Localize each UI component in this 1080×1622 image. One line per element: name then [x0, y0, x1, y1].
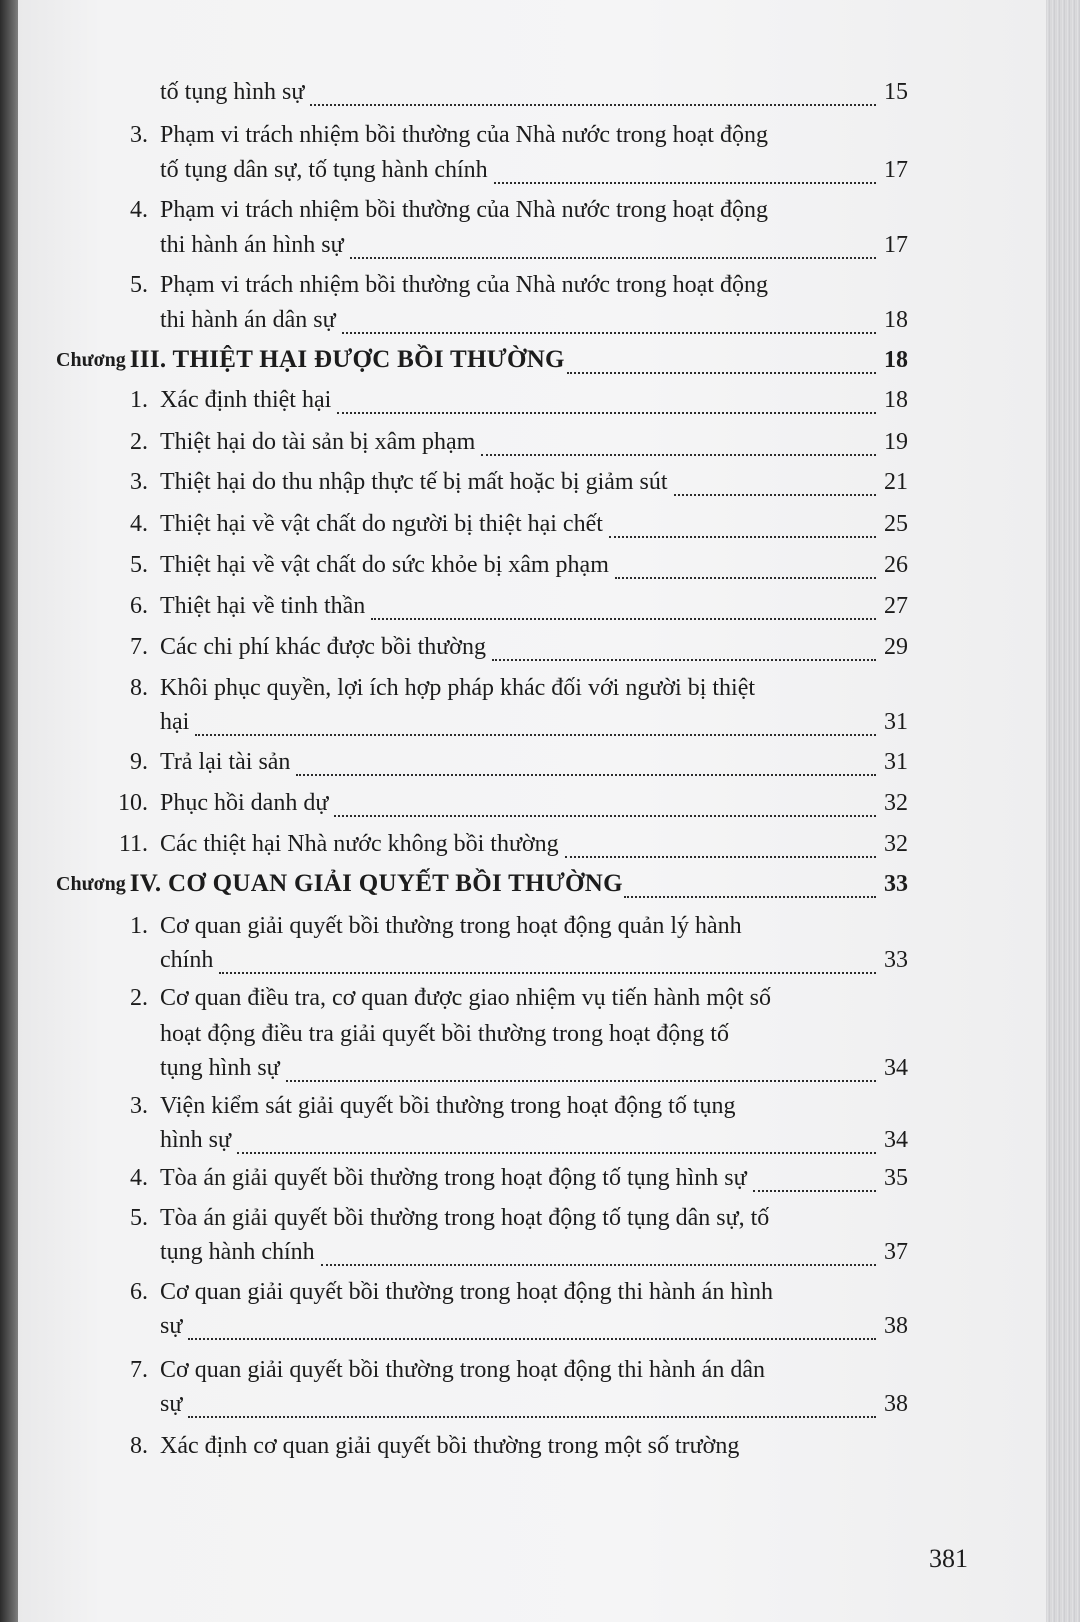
toc-entry-text: Phạm vi trách nhiệm bồi thường của Nhà nước trong hoạt động	[160, 272, 768, 298]
toc-entry-text: hoạt động điều tra giải quyết bồi thường trong hoạt động tố	[160, 1021, 729, 1047]
toc-entry-text: Thiệt hại do thu nhập thực tế bị mất hoặc bị giảm sút	[160, 469, 668, 495]
toc-entry-text: Trả lại tài sản	[160, 749, 291, 775]
book-page	[18, 0, 1046, 1622]
toc-entry-line	[18, 115, 1046, 155]
toc-entry-line	[18, 783, 1046, 823]
toc-entry-text: Xác định thiệt hại	[160, 387, 332, 413]
page-stack-edge	[1046, 0, 1080, 1622]
toc-entry-line	[18, 545, 1046, 585]
toc-entry-number: 6.	[130, 593, 148, 619]
toc-entry-number: 7.	[130, 634, 148, 660]
dot-leader	[481, 452, 876, 456]
toc-entry-text: Cơ quan giải quyết bồi thường trong hoạt động quản lý hành	[160, 913, 742, 939]
toc-entry-line	[18, 225, 1046, 265]
toc-page-ref: 29	[884, 634, 908, 660]
dot-leader	[337, 410, 876, 414]
toc-entry-text: tố tụng dân sự, tố tụng hành chính	[160, 157, 488, 183]
toc-chapter-heading	[18, 864, 1046, 904]
toc-page-ref: 31	[884, 709, 908, 735]
toc-entry-number: 3.	[130, 469, 148, 495]
dot-leader	[286, 1078, 876, 1082]
toc-entry-text: hại	[160, 709, 190, 735]
dot-leader	[674, 492, 876, 496]
toc-page-ref: 37	[884, 1239, 908, 1265]
dot-leader	[296, 772, 876, 776]
dot-leader	[188, 1336, 876, 1340]
toc-entry-text: thi hành án dân sự	[160, 307, 336, 333]
toc-entry-number: 5.	[130, 1205, 148, 1231]
dot-leader	[342, 330, 876, 334]
toc-entry-number: 2.	[130, 985, 148, 1011]
dot-leader	[219, 970, 876, 974]
toc-entry-number: 10.	[118, 790, 148, 816]
toc-entry-number: 7.	[130, 1357, 148, 1383]
chapter-title: IV. CƠ QUAN GIẢI QUYẾT BỒI THƯỜNG	[129, 870, 623, 897]
chapter-prefix: Chương	[56, 873, 126, 895]
toc-entry-line	[18, 1158, 1046, 1198]
dot-leader	[195, 732, 876, 736]
toc-page-ref: 17	[884, 232, 908, 258]
toc-page-ref: 31	[884, 749, 908, 775]
toc-entry-text: Thiệt hại về vật chất do người bị thiệt hại chết	[160, 511, 603, 537]
toc-entry-line	[18, 462, 1046, 502]
toc-page-ref: 34	[884, 1055, 908, 1081]
toc-page-ref: 18	[884, 307, 908, 333]
toc-entry-text: tụng hành chính	[160, 1239, 315, 1265]
dot-leader	[334, 813, 876, 817]
toc-entry-text: Thiệt hại về vật chất do sức khỏe bị xâm phạm	[160, 552, 609, 578]
toc-page-ref: 17	[884, 157, 908, 183]
dot-leader	[624, 894, 876, 898]
toc-entry-text: sự	[160, 1313, 183, 1339]
toc-entry-text: tố tụng hình sự	[160, 79, 305, 105]
toc-entry-line	[18, 422, 1046, 462]
dot-leader	[565, 854, 876, 858]
toc-page-ref: 32	[884, 790, 908, 816]
dot-leader	[188, 1414, 876, 1418]
toc-entry-number: 5.	[130, 272, 148, 298]
toc-page-ref: 35	[884, 1165, 908, 1191]
dot-leader	[615, 575, 876, 579]
toc-page-ref: 32	[884, 831, 908, 857]
toc-entry-line	[18, 1048, 1046, 1088]
toc-entry-text: hình sự	[160, 1127, 232, 1153]
toc-entry-text: chính	[160, 947, 214, 973]
toc-entry-text: Cơ quan giải quyết bồi thường trong hoạt động thi hành án dân	[160, 1357, 765, 1383]
toc-entry-text: Các chi phí khác được bồi thường	[160, 634, 486, 660]
chapter-title: III. THIỆT HẠI ĐƯỢC BỒI THƯỜNG	[129, 346, 565, 373]
toc-page-ref: 33	[884, 947, 908, 973]
dot-leader	[237, 1150, 876, 1154]
dot-leader	[350, 255, 876, 259]
toc-entry-number: 2.	[130, 429, 148, 455]
toc-entry-text: tụng hình sự	[160, 1055, 280, 1081]
dot-leader	[310, 102, 876, 106]
toc-entry-number: 8.	[130, 1433, 148, 1459]
toc-entry-number: 5.	[130, 552, 148, 578]
toc-entry-number: 3.	[130, 1093, 148, 1119]
toc-entry-number: 1.	[130, 387, 148, 413]
toc-entry-text: Thiệt hại về tinh thần	[160, 593, 366, 619]
toc-entry-text: Phạm vi trách nhiệm bồi thường của Nhà nước trong hoạt động	[160, 122, 768, 148]
dot-leader	[494, 180, 876, 184]
toc-entry-line	[18, 1120, 1046, 1160]
toc-entry-text: Tòa án giải quyết bồi thường trong hoạt động tố tụng hình sự	[160, 1165, 747, 1191]
toc-chapter-heading	[18, 340, 1046, 380]
toc-entry-line	[18, 1306, 1046, 1346]
toc-entry-text: Tòa án giải quyết bồi thường trong hoạt động tố tụng dân sự, tố	[160, 1205, 770, 1231]
toc-entry-text: Xác định cơ quan giải quyết bồi thường trong một số trường	[160, 1433, 740, 1459]
page-number: 381	[929, 1544, 968, 1573]
toc-entry-line	[18, 150, 1046, 190]
toc-page-ref: 21	[884, 469, 908, 495]
toc-entry-number: 4.	[130, 197, 148, 223]
toc-entry-line	[18, 702, 1046, 742]
toc-entry-number: 1.	[130, 913, 148, 939]
toc-entry-line	[18, 1384, 1046, 1424]
toc-page-ref: 19	[884, 429, 908, 455]
toc-entry-text: thi hành án hình sự	[160, 232, 344, 258]
toc-entry-line	[18, 190, 1046, 230]
toc-entry-text: Các thiệt hại Nhà nước không bồi thường	[160, 831, 559, 857]
table-of-contents	[18, 0, 1046, 1622]
toc-entry-line	[18, 627, 1046, 667]
toc-entry-text: Cơ quan điều tra, cơ quan được giao nhiệm vụ tiến hành một số	[160, 985, 771, 1011]
toc-entry-text: Viện kiểm sát giải quyết bồi thường trong hoạt động tố tụng	[160, 1093, 736, 1119]
toc-entry-line	[18, 380, 1046, 420]
toc-page-ref: 27	[884, 593, 908, 619]
toc-entry-number: 3.	[130, 122, 148, 148]
toc-page-ref: 15	[884, 79, 908, 105]
dot-leader	[609, 534, 876, 538]
toc-entry-line	[18, 504, 1046, 544]
toc-entry-line	[18, 1232, 1046, 1272]
toc-entry-number: 4.	[130, 511, 148, 537]
toc-page-ref: 25	[884, 511, 908, 537]
toc-entry-line	[18, 824, 1046, 864]
dot-leader	[371, 616, 876, 620]
toc-page-ref: 33	[884, 871, 908, 897]
toc-page-ref: 38	[884, 1391, 908, 1417]
toc-entry-text: Cơ quan giải quyết bồi thường trong hoạt động thi hành án hình	[160, 1279, 773, 1305]
toc-entry-number: 11.	[118, 831, 148, 857]
dot-leader	[567, 370, 876, 374]
toc-entry-line	[18, 1426, 1046, 1466]
toc-entry-number: 9.	[130, 749, 148, 775]
toc-entry-line	[18, 265, 1046, 305]
dot-leader	[753, 1188, 876, 1192]
toc-entry-number: 8.	[130, 675, 148, 701]
toc-entry-number: 4.	[130, 1165, 148, 1191]
book-spine-shadow	[0, 0, 20, 1622]
toc-entry-text: Phạm vi trách nhiệm bồi thường của Nhà nước trong hoạt động	[160, 197, 768, 223]
dot-leader	[492, 657, 876, 661]
toc-entry-number: 6.	[130, 1279, 148, 1305]
toc-page-ref: 38	[884, 1313, 908, 1339]
toc-entry-line	[18, 742, 1046, 782]
toc-entry-text: Khôi phục quyền, lợi ích hợp pháp khác đối với người bị thiệt	[160, 675, 756, 701]
dot-leader	[321, 1262, 876, 1266]
toc-entry-text: Phục hồi danh dự	[160, 790, 329, 816]
chapter-prefix: Chương	[56, 349, 126, 371]
toc-entry-line	[18, 586, 1046, 626]
toc-entry-text: Thiệt hại do tài sản bị xâm phạm	[160, 429, 476, 455]
toc-entry-line	[18, 300, 1046, 340]
toc-entry-line	[18, 940, 1046, 980]
toc-entry-line	[18, 72, 1046, 112]
toc-page-ref: 18	[884, 387, 908, 413]
toc-entry-line	[18, 978, 1046, 1018]
toc-entry-text: sự	[160, 1391, 183, 1417]
toc-page-ref: 34	[884, 1127, 908, 1153]
toc-page-ref: 18	[884, 347, 908, 373]
toc-page-ref: 26	[884, 552, 908, 578]
